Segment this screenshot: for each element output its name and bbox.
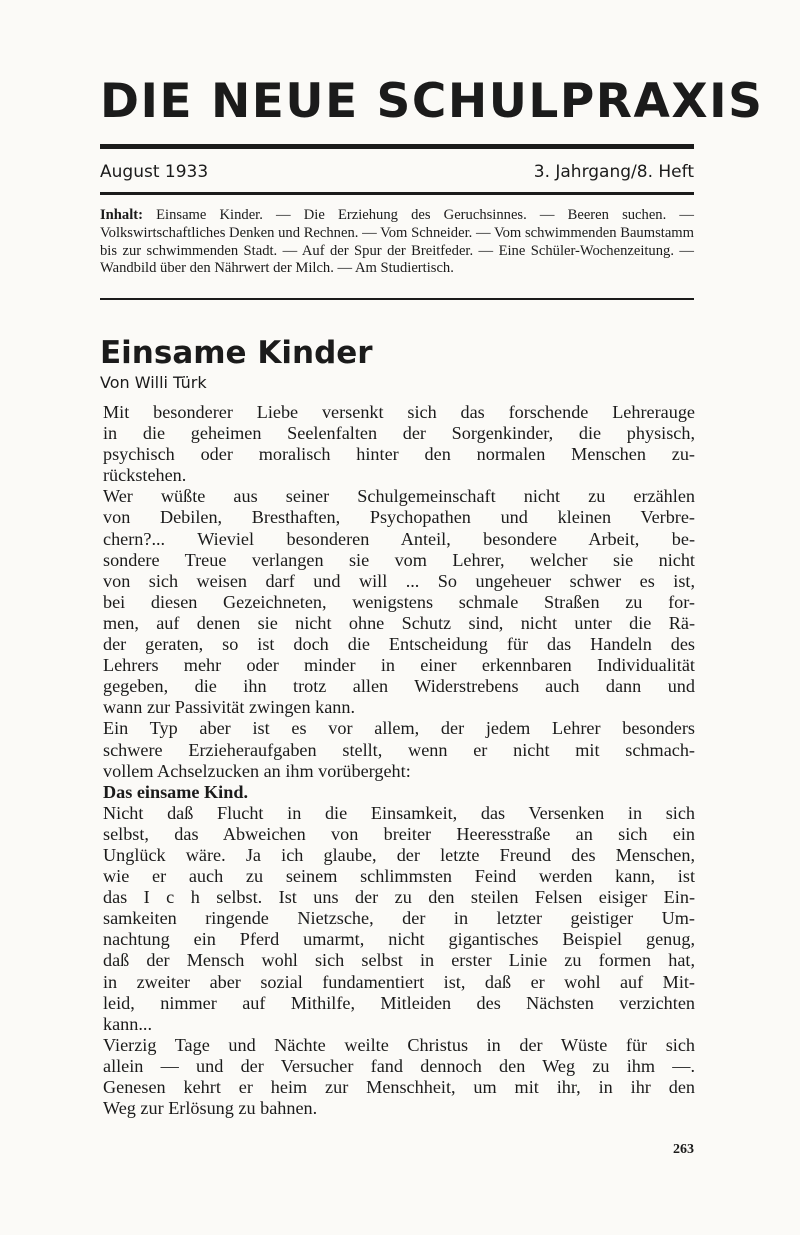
text-line: rückstehen.	[103, 465, 187, 486]
article-title: Einsame Kinder	[100, 335, 373, 371]
text-line: gegeben, die ihn trotz allen Widerstrebens auch dann und	[103, 676, 695, 697]
article-body	[103, 402, 695, 1119]
text-line: daß der Mensch wohl sich selbst in erster Linie zu formen hat,	[103, 950, 695, 971]
text-line: allein — und der Versucher fand dennoch den Weg zu ihm —.	[103, 1055, 695, 1076]
text-line: von sich weisen darf und will ... So ungeheuer schwer es ist,	[103, 570, 695, 591]
text-line: Lehrers mehr oder minder in einer erkennbaren Individualität	[103, 655, 695, 676]
text-line: selbst, das Abweichen von breiter Heeresstraße an sich ein	[103, 823, 695, 844]
issue-date: August 1933	[100, 162, 209, 182]
text-line: das I c h selbst. Ist uns der zu den steilen Felsen eisiger Ein-	[103, 887, 695, 908]
text-line: chern?... Wieviel besonderen Anteil, besondere Arbeit, be-	[103, 528, 695, 549]
text-line: Wer wüßte aus seiner Schulgemeinschaft nicht zu erzählen	[103, 486, 695, 507]
text-line: Unglück wäre. Ja ich glaube, der letzte Freund des Menschen,	[103, 844, 695, 865]
text-line: bei diesen Gezeichneten, wenigstens schmale Straßen zu for-	[103, 591, 695, 612]
text-line: Weg zur Erlösung zu bahnen.	[103, 1098, 318, 1119]
text-line: Nicht daß Flucht in die Einsamkeit, das Versenken in sich	[103, 802, 695, 823]
table-of-contents	[100, 207, 694, 278]
text-line: in zweiter aber sozial fundamentiert ist, daß er wohl auf Mit-	[103, 971, 695, 992]
contents-label: Inhalt:	[100, 207, 143, 223]
article-byline: Von Willi Türk	[100, 373, 207, 392]
issue-volume: 3. Jahrgang/8. Heft	[533, 162, 694, 182]
text-line: der geraten, so ist doch die Entscheidung für das Handeln des	[103, 634, 695, 655]
journal-title: DIE NEUE SCHULPRAXIS	[100, 74, 764, 129]
text-line: in die geheimen Seelenfalten der Sorgenkinder, die physisch,	[103, 423, 695, 444]
text-line: von Debilen, Bresthaften, Psychopathen und kleinen Verbre-	[103, 507, 695, 528]
text-line: wie er auch zu seinem schlimmsten Feind werden kann, ist	[103, 866, 695, 887]
contents-rule	[100, 298, 694, 300]
page-number: 263	[673, 1142, 694, 1157]
contents-text: Einsame Kinder. — Die Erziehung des Geruchsinnes. — Beeren suchen. — Volkswirtschaftliches Denken und Rechnen. — Vom Schneider. — Vom schwimmenden Baumstamm bis zur schwimmenden Stadt. — Auf der Spur der Breitfeder. — Eine Schüler-Wochenzeitung. — Wandbild über den Nährwert der Milch. — Am Studiertisch.	[100, 207, 694, 277]
text-line: wann zur Passivität zwingen kann.	[103, 697, 356, 718]
text-line: nachtung ein Pferd umarmt, nicht gigantisches Beispiel genug,	[103, 929, 695, 950]
text-line: samkeiten ringende Nietzsche, der in letzter geistiger Um-	[103, 908, 695, 929]
issue-rule	[100, 192, 694, 195]
text-line: kann...	[103, 1013, 152, 1034]
masthead-rule	[100, 144, 694, 149]
text-line: Ein Typ aber ist es vor allem, der jedem Lehrer besonders	[103, 718, 695, 739]
text-line: Genesen kehrt er heim zur Menschheit, um mit ihr, in ihr den	[103, 1077, 695, 1097]
text-line: men, auf denen sie nicht ohne Schutz sind, nicht unter die Rä-	[103, 612, 695, 633]
subheading: Das einsame Kind.	[103, 781, 249, 802]
text-line: Vierzig Tage und Nächte weilte Christus in der Wüste für sich	[103, 1034, 695, 1055]
text-line: psychisch oder moralisch hinter den normalen Menschen zu-	[103, 444, 695, 465]
text-line: leid, nimmer auf Mithilfe, Mitleiden des Nächsten verzichten	[103, 992, 695, 1013]
text-line: Mit besonderer Liebe versenkt sich das forschende Lehrerauge	[103, 402, 695, 422]
text-line: schwere Erzieheraufgaben stellt, wenn er nicht mit schmach-	[103, 739, 695, 760]
issue-info	[100, 162, 694, 182]
text-line: vollem Achselzucken an ihm vorübergeht:	[103, 760, 411, 781]
text-line: sondere Treue verlangen sie vom Lehrer, welcher sie nicht	[103, 549, 695, 570]
